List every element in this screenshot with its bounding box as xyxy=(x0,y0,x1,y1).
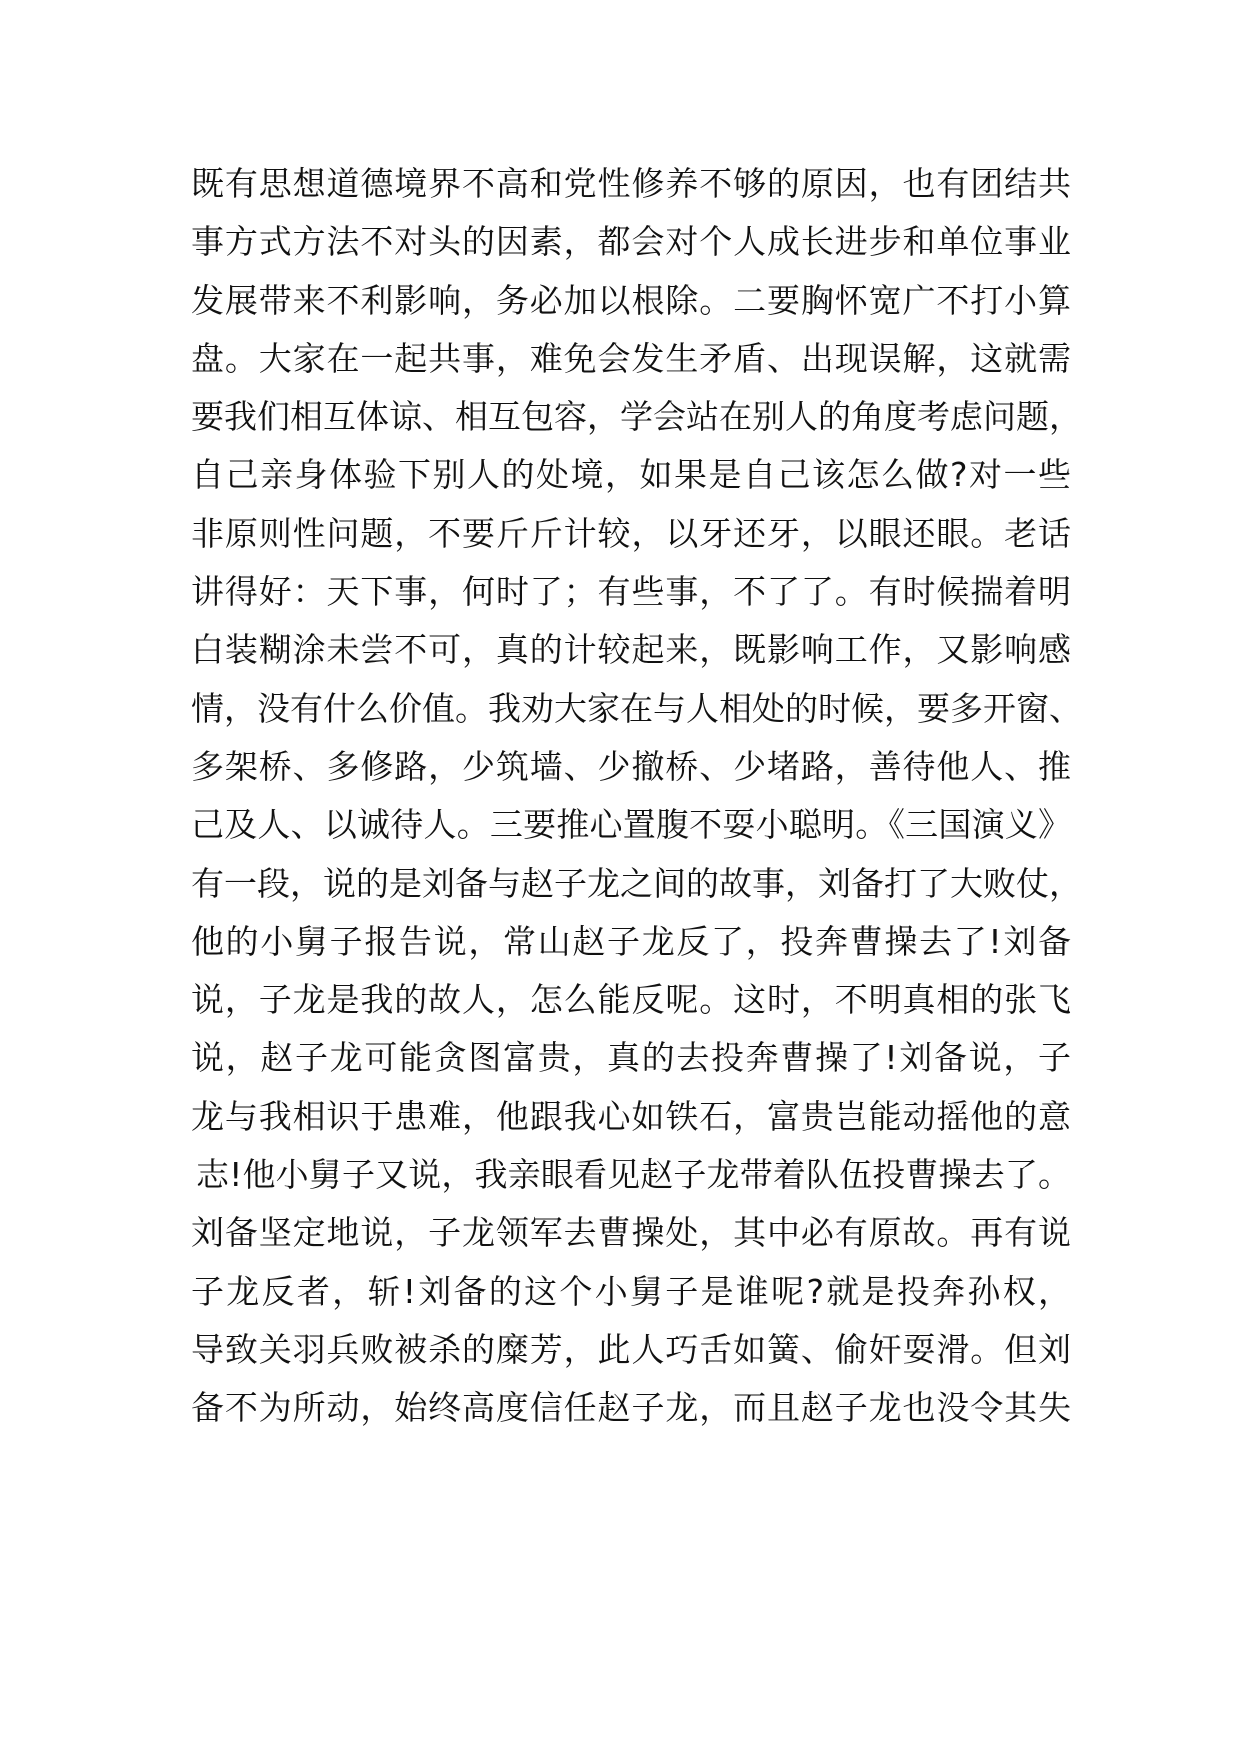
text-line: 盘。大家在一起共事，难免会发生矛盾、出现误解，这就需 xyxy=(191,338,1071,378)
text-line: 事方式方法不对头的因素，都会对个人成长进步和单位事业 xyxy=(191,222,1071,262)
text-line: 导致关羽兵败被杀的糜芳，此人巧舌如簧、偷奸耍滑。但刘 xyxy=(191,1329,1071,1369)
text-line: 要我们相互体谅、相互包容，学会站在别人的角度考虑问题， xyxy=(191,397,1082,437)
text-line: 既有思想道德境界不高和党性修养不够的原因，也有团结共 xyxy=(191,164,1071,203)
text-line: 情，没有什么价值。我劝大家在与人相处的时候，要多开窗、 xyxy=(191,688,1082,728)
text-line: 子龙反者，斩!刘备的这个小舅子是谁呢?就是投奔孙权， xyxy=(191,1271,1071,1311)
text-line: 备不为所动，始终高度信任赵子龙，而且赵子龙也没令其失 xyxy=(191,1388,1071,1428)
text-line: 说，子龙是我的故人，怎么能反呢。这时，不明真相的张飞 xyxy=(191,980,1071,1020)
text-line: 发展带来不利影响，务必加以根除。二要胸怀宽广不打小算 xyxy=(191,280,1071,320)
text-line: 有一段，说的是刘备与赵子龙之间的故事，刘备打了大败仗， xyxy=(191,863,1082,903)
text-line: 己及人、以诚待人。三要推心置腹不耍小聪明。《三国演义》 xyxy=(191,805,1071,845)
body-text xyxy=(191,155,1082,1438)
text-line: 他的小舅子报告说，常山赵子龙反了，投奔曹操去了!刘备 xyxy=(191,921,1071,961)
text-line: 志!他小舅子又说，我亲眼看见赵子龙带着队伍投曹操去了。 xyxy=(196,1155,1071,1195)
text-line: 说，赵子龙可能贪图富贵，真的去投奔曹操了!刘备说，子 xyxy=(191,1038,1071,1078)
text-line: 非原则性问题，不要斤斤计较，以牙还牙，以眼还眼。老话 xyxy=(191,513,1071,553)
text-line: 龙与我相识于患难，他跟我心如铁石，富贵岂能动摇他的意 xyxy=(191,1096,1071,1136)
text-line: 白装糊涂未尝不可，真的计较起来，既影响工作，又影响感 xyxy=(191,630,1071,670)
text-line: 自己亲身体验下别人的处境，如果是自己该怎么做?对一些 xyxy=(191,455,1071,495)
text-line: 刘备坚定地说，子龙领军去曹操处，其中必有原故。再有说 xyxy=(191,1213,1071,1253)
text-line: 多架桥、多修路，少筑墙、少撤桥、少堵路，善待他人、推 xyxy=(191,746,1071,786)
text-line: 讲得好：天下事，何时了；有些事，不了了。有时候揣着明 xyxy=(191,572,1071,612)
